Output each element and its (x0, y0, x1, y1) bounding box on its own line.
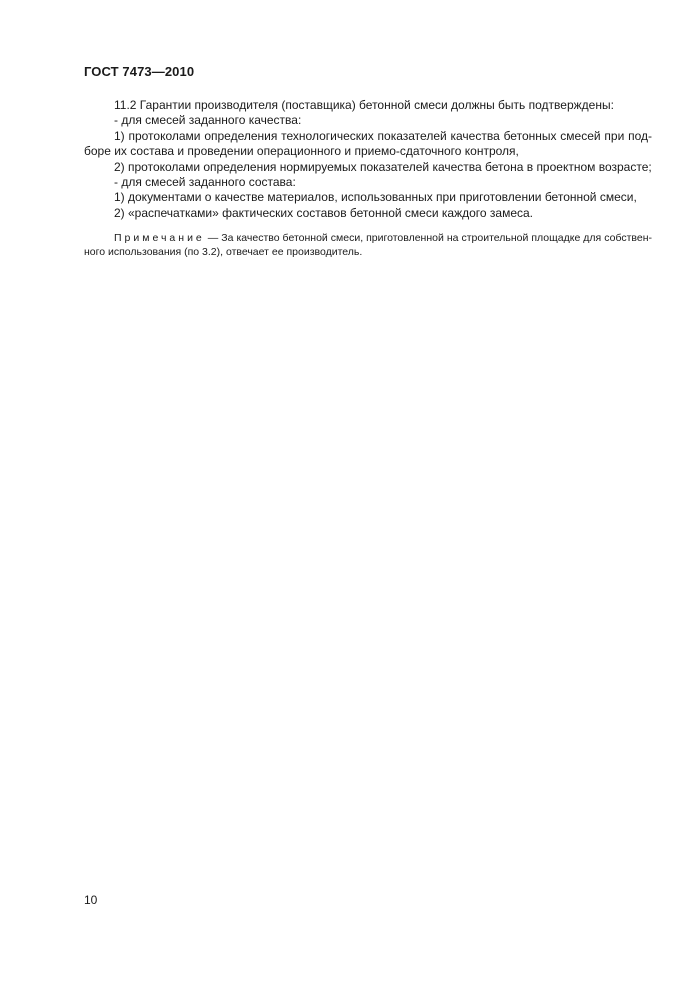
composition-item-1: 1) документами о качестве материалов, использованных при приготовлении бетонной смеси, (114, 190, 637, 205)
quality-item-1-line-1: 1) протоколами определения технологических показателей качества бетонных смесей при под- (114, 128, 652, 143)
composition-heading: - для смесей заданного состава: (114, 175, 296, 190)
note-text-line-1: — За качество бетонной смеси, приготовленной на строительной площадке для собствен- (204, 232, 652, 244)
note-text-line-2: ного использования (по 3.2), отвечает ее производитель. (84, 246, 363, 258)
note-line-1 (84, 231, 652, 245)
note-block (84, 231, 652, 259)
quality-heading: - для смесей заданного качества: (114, 113, 302, 128)
page-number: 10 (84, 893, 98, 907)
composition-item-2: 2) «распечатками» фактических составов бетонной смеси каждого замеса. (114, 205, 534, 220)
quality-item-1-line-2: боре их состава и проведении операционного и приемо-сдаточного контроля, (84, 144, 519, 159)
document-header: ГОСТ 7473—2010 (84, 64, 195, 79)
quality-item-2: 2) протоколами определения нормируемых показателей качества бетона в проектном возрасте; (114, 159, 652, 174)
note-label: Примечание (114, 232, 205, 244)
section-11-2 (84, 98, 652, 221)
section-intro: 11.2 Гарантии производителя (поставщика) бетонной смеси должны быть подтверждены: (114, 98, 614, 112)
